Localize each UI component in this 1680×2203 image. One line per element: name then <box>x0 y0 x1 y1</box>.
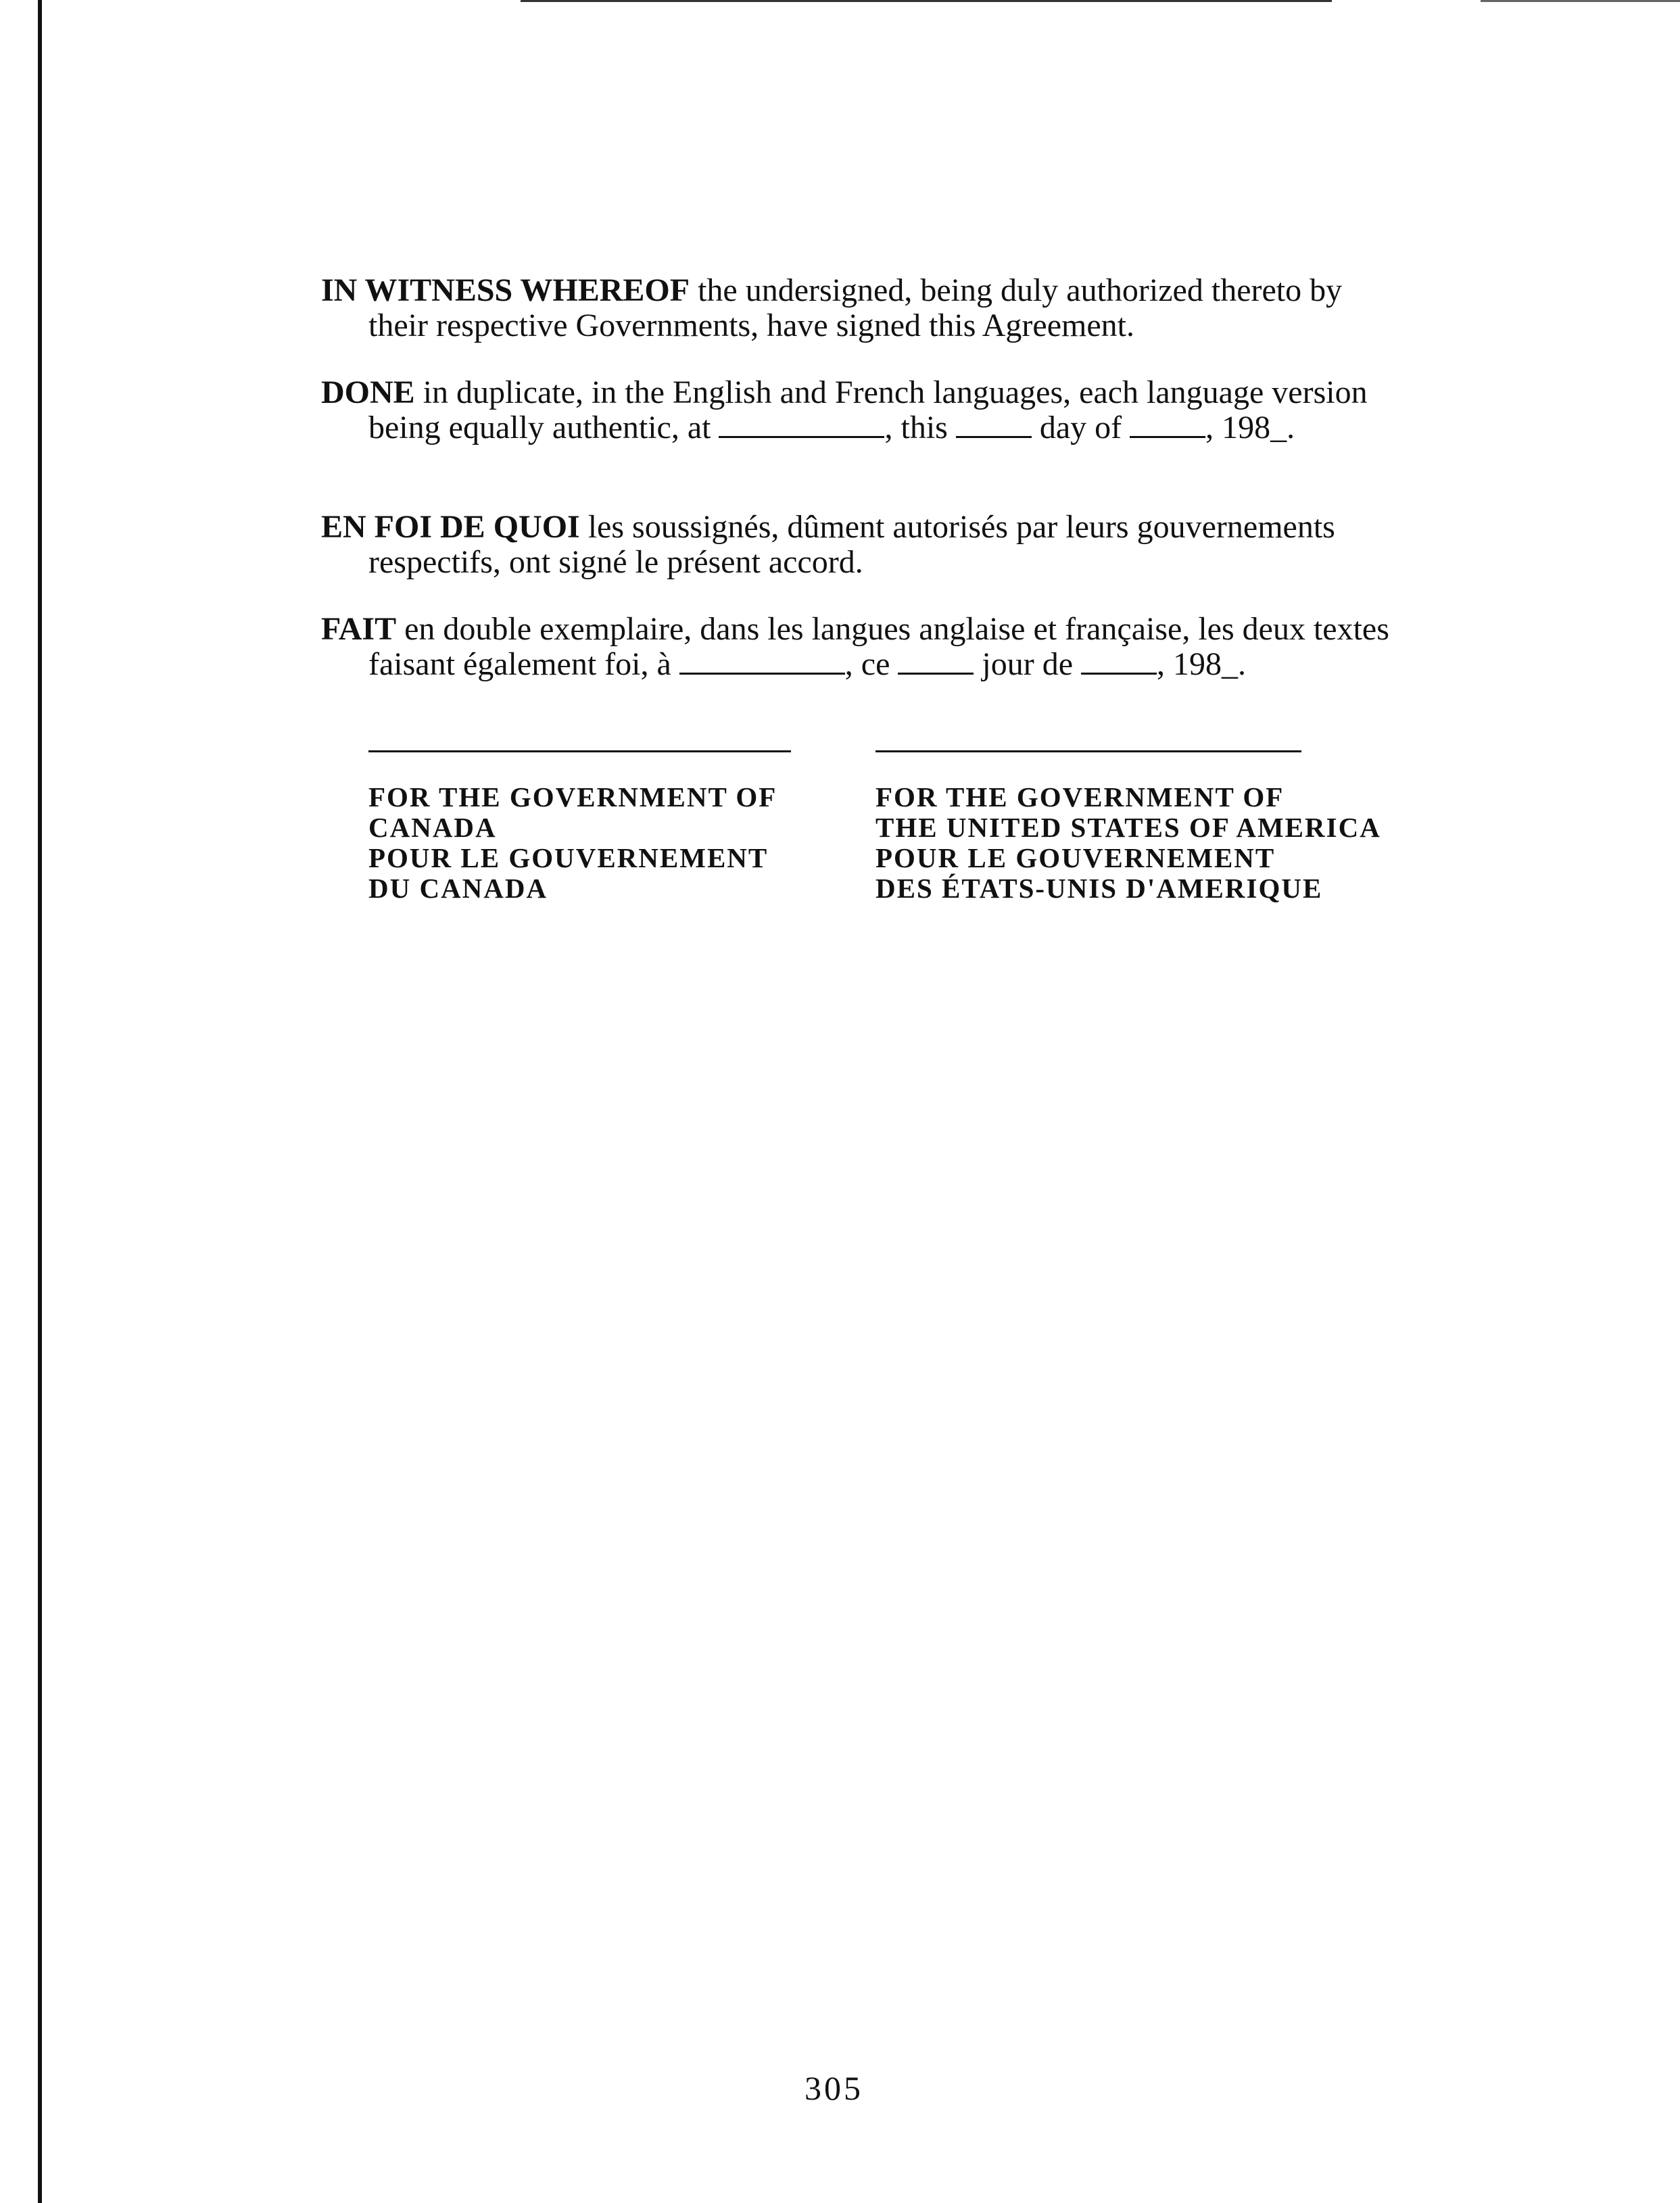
clause-en-foi-de-quoi <box>321 510 1443 580</box>
clause-text: les soussignés, dûment autorisés par leurs gouvernements <box>579 509 1335 545</box>
clause-text: , this <box>884 410 956 445</box>
clause-text: , 198_. <box>1157 646 1247 682</box>
signature-caption: CANADA <box>368 812 497 843</box>
clause-line: respectifs, ont signé le présent accord. <box>368 544 863 580</box>
clause-text: en double exemplaire, dans les langues anglaise et française, les deux textes <box>396 611 1389 647</box>
clause-text: being equally authentic, at <box>368 410 719 445</box>
clause-text: day of <box>1031 410 1130 445</box>
clause-text: , 198_. <box>1205 410 1295 445</box>
place-blank <box>679 647 845 675</box>
clause-lead: IN WITNESS WHEREOF <box>321 272 690 308</box>
clause-text: faisant également foi, à <box>368 646 679 682</box>
page-number: 305 <box>805 2069 863 2107</box>
clause-done-in-duplicate <box>321 375 1443 445</box>
place-blank <box>719 410 884 438</box>
clause-fait-en-double <box>321 612 1443 682</box>
clause-line <box>321 510 1443 545</box>
scan-top-edge <box>521 0 1332 2</box>
signature-line-usa <box>875 750 1301 752</box>
month-blank <box>1130 410 1205 438</box>
signature-caption: THE UNITED STATES OF AMERICA <box>875 812 1381 843</box>
clause-line <box>321 410 1443 445</box>
clause-line: their respective Governments, have signed this Agreement. <box>368 308 1134 343</box>
scan-left-edge <box>38 0 42 2203</box>
signature-caption: FOR THE GOVERNMENT OF <box>875 781 1285 813</box>
day-blank <box>956 410 1032 438</box>
clause-line <box>321 612 1443 647</box>
clause-text: jour de <box>974 646 1082 682</box>
signature-caption: POUR LE GOUVERNEMENT <box>368 842 769 873</box>
scan-top-edge-right <box>1481 0 1680 2</box>
clause-text: in duplicate, in the English and French languages, each language version <box>414 374 1368 410</box>
signature-line-canada <box>368 750 791 752</box>
clause-lead: DONE <box>321 374 415 410</box>
signature-caption: DES ÉTATS-UNIS D'AMERIQUE <box>875 873 1323 904</box>
signature-caption: POUR LE GOUVERNEMENT <box>875 842 1276 873</box>
clause-line <box>321 647 1443 682</box>
clause-line <box>321 375 1443 410</box>
clause-text: , ce <box>844 646 898 682</box>
clause-in-witness-whereof <box>321 273 1443 343</box>
day-blank <box>898 647 974 675</box>
signature-caption: FOR THE GOVERNMENT OF <box>368 781 777 813</box>
signature-block-usa <box>875 782 1381 904</box>
clause-lead: EN FOI DE QUOI <box>321 509 580 545</box>
clause-line <box>321 273 1443 308</box>
signature-caption: DU CANADA <box>368 873 548 904</box>
clause-text: the undersigned, being duly authorized thereto by <box>690 272 1343 308</box>
month-blank <box>1081 647 1157 675</box>
signature-block-canada <box>368 782 777 904</box>
clause-lead: FAIT <box>321 611 397 647</box>
